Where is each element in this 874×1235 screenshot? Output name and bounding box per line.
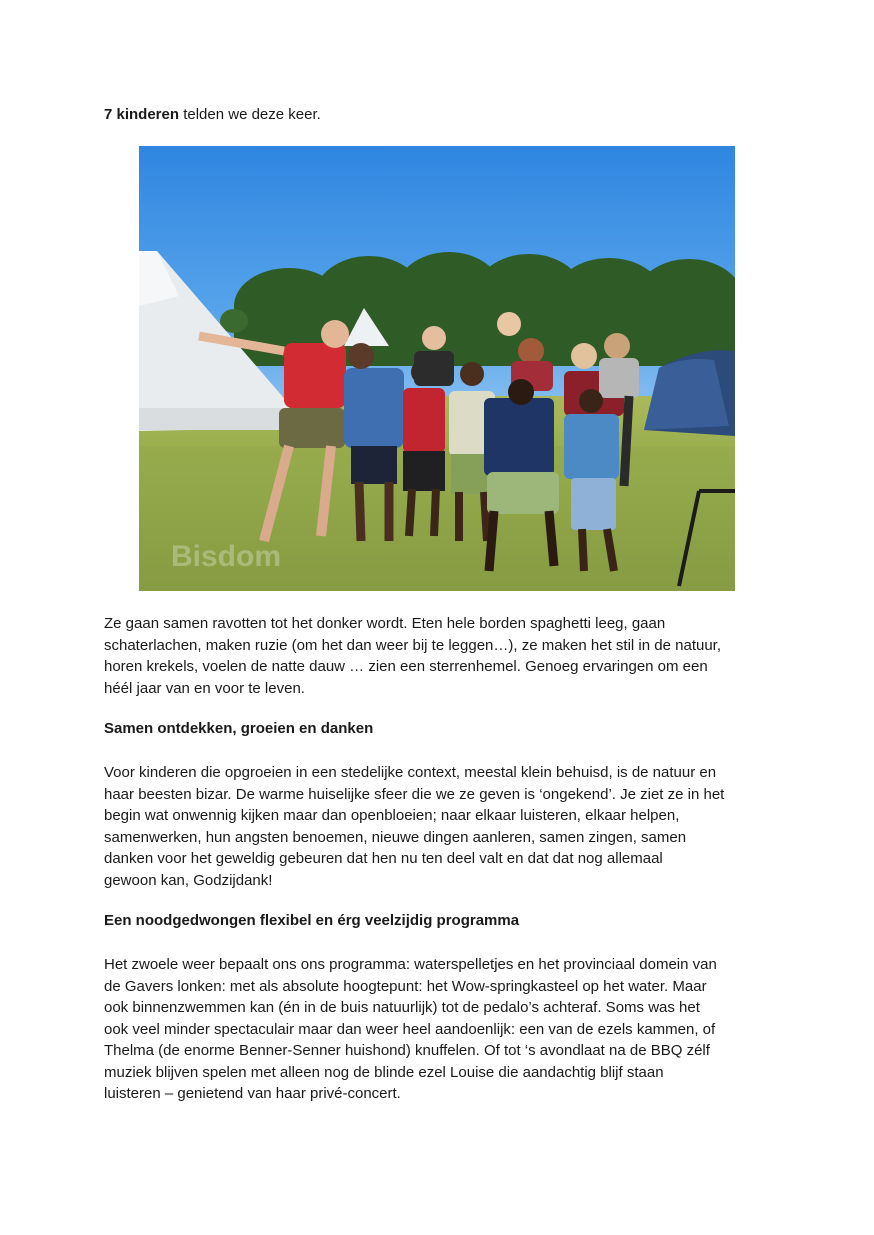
paragraph-1-line: horen krekels, voelen de natte dauw … zien een sterrenhemel. Genoeg ervaringen om een	[104, 658, 708, 675]
paragraph-1-line: Ze gaan samen ravotten tot het donker wordt. Eten hele borden spaghetti leeg, gaan	[104, 615, 666, 632]
paragraph-2-line: danken voor het geweldig gebeuren dat hen nu ten deel valt en dat dat nog allemaal	[104, 850, 663, 867]
paragraph-3-line: ook binnenzwemmen kan (én in de buis natuurlijk) tot de pedalo’s achteraf. Soms was het	[104, 999, 700, 1016]
paragraph-2	[104, 762, 784, 891]
photo-watermark: Bisdom	[171, 540, 282, 573]
paragraph-3-line: Het zwoele weer bepaalt ons ons programma: waterspelletjes en het provinciaal domein van	[104, 956, 717, 973]
section-heading-2: Een noodgedwongen flexibel en érg veelzijdig programma	[104, 912, 520, 929]
intro-line	[104, 104, 784, 126]
paragraph-3-line: muziek blijven spelen met alleen nog de blinde ezel Louise die aandachtig blijf staan	[104, 1063, 664, 1081]
paragraph-3-line: luisteren – genietend van haar privé-concert.	[104, 1085, 401, 1102]
paragraph-3-line: ook veel minder spectaculair maar dan weer heel aandoenlijk: een van de ezels kammen, of	[104, 1020, 716, 1038]
intro-bold: 7 kinderen	[104, 106, 180, 123]
intro-rest: telden we deze keer.	[179, 106, 321, 123]
paragraph-1	[104, 613, 784, 699]
section-heading-1: Samen ontdekken, groeien en danken	[104, 720, 374, 737]
paragraph-3	[104, 954, 784, 1105]
paragraph-3-line: Thelma (de enorme Benner-Senner huishond) knuffelen. Of tot ‘s avondlaat na de BBQ zélf	[104, 1042, 710, 1059]
paragraph-2-line: begin wat onwennig kijken maar dan openbloeien; naar elkaar luisteren, elkaar helpen,	[104, 807, 680, 824]
paragraph-2-line: gewoon kan, Godzijdank!	[104, 871, 273, 889]
paragraph-1-line: schaterlachen, maken ruzie (om het dan weer bij te leggen…), ze maken het stil in de natuur,	[104, 636, 721, 654]
paragraph-2-line: haar beesten bizar. De warme huiselijke sfeer die we ze geven is ‘ongekend’. Je ziet ze in het	[104, 785, 725, 803]
paragraph-1-line: héél jaar van en voor te leven.	[104, 679, 305, 697]
paragraph-2-line: Voor kinderen die opgroeien in een stedelijke context, meestal klein behuisd, is de natuur en	[104, 764, 717, 781]
paragraph-2-line: samenwerken, hun angsten benoemen, nieuwe dingen aanleren, samen zingen, samen	[104, 828, 687, 846]
camp-group-photo	[139, 146, 735, 591]
paragraph-3-line: de Gavers lonken: met als absolute hoogtepunt: het Wow-springkasteel op het water. Maar	[104, 977, 707, 995]
